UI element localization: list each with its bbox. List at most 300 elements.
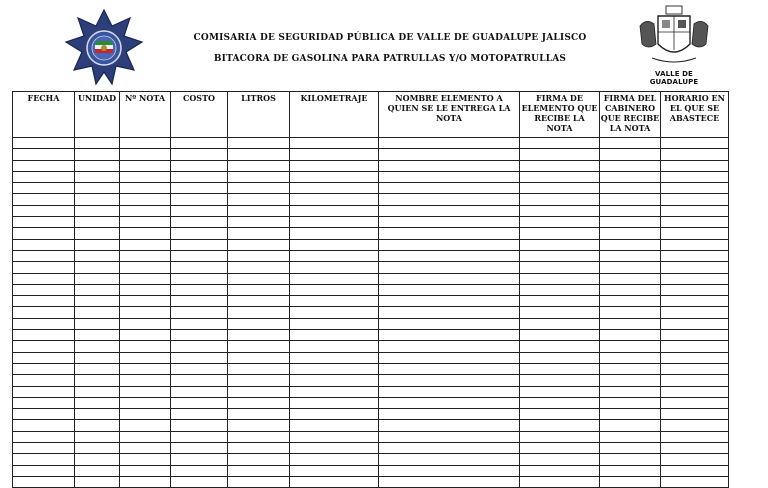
table-cell[interactable]	[171, 262, 228, 273]
table-cell[interactable]	[75, 250, 120, 261]
table-cell[interactable]	[290, 397, 379, 408]
table-cell[interactable]	[120, 183, 171, 194]
table-cell[interactable]	[13, 228, 75, 239]
table-cell[interactable]	[379, 217, 520, 228]
table-cell[interactable]	[600, 397, 661, 408]
table-cell[interactable]	[228, 318, 290, 329]
table-cell[interactable]	[120, 284, 171, 295]
table-cell[interactable]	[600, 273, 661, 284]
table-cell[interactable]	[171, 386, 228, 397]
table-cell[interactable]	[290, 420, 379, 431]
table-cell[interactable]	[661, 465, 729, 476]
table-cell[interactable]	[228, 273, 290, 284]
table-cell[interactable]	[520, 454, 600, 465]
table-cell[interactable]	[290, 296, 379, 307]
table-cell[interactable]	[228, 228, 290, 239]
table-cell[interactable]	[75, 228, 120, 239]
table-cell[interactable]	[520, 228, 600, 239]
table-cell[interactable]	[120, 138, 171, 149]
table-cell[interactable]	[75, 341, 120, 352]
table-cell[interactable]	[75, 330, 120, 341]
table-cell[interactable]	[600, 465, 661, 476]
table-cell[interactable]	[171, 183, 228, 194]
table-cell[interactable]	[120, 149, 171, 160]
table-cell[interactable]	[379, 239, 520, 250]
table-cell[interactable]	[290, 239, 379, 250]
table-cell[interactable]	[379, 476, 520, 487]
table-cell[interactable]	[661, 296, 729, 307]
table-cell[interactable]	[13, 160, 75, 171]
table-cell[interactable]	[228, 341, 290, 352]
table-cell[interactable]	[171, 239, 228, 250]
table-cell[interactable]	[600, 352, 661, 363]
table-cell[interactable]	[600, 409, 661, 420]
table-cell[interactable]	[379, 149, 520, 160]
table-cell[interactable]	[171, 375, 228, 386]
table-cell[interactable]	[661, 307, 729, 318]
table-cell[interactable]	[661, 183, 729, 194]
table-cell[interactable]	[379, 363, 520, 374]
table-cell[interactable]	[379, 171, 520, 182]
table-cell[interactable]	[600, 420, 661, 431]
table-cell[interactable]	[661, 205, 729, 216]
table-cell[interactable]	[520, 262, 600, 273]
table-cell[interactable]	[13, 375, 75, 386]
table-cell[interactable]	[120, 205, 171, 216]
table-cell[interactable]	[75, 454, 120, 465]
table-cell[interactable]	[520, 409, 600, 420]
table-cell[interactable]	[520, 420, 600, 431]
table-cell[interactable]	[75, 318, 120, 329]
table-cell[interactable]	[228, 352, 290, 363]
table-cell[interactable]	[600, 149, 661, 160]
table-cell[interactable]	[171, 318, 228, 329]
table-cell[interactable]	[379, 318, 520, 329]
table-cell[interactable]	[228, 217, 290, 228]
table-cell[interactable]	[228, 330, 290, 341]
table-cell[interactable]	[600, 194, 661, 205]
table-cell[interactable]	[520, 171, 600, 182]
table-cell[interactable]	[600, 250, 661, 261]
table-cell[interactable]	[290, 375, 379, 386]
table-cell[interactable]	[600, 431, 661, 442]
table-cell[interactable]	[13, 138, 75, 149]
table-cell[interactable]	[13, 454, 75, 465]
table-cell[interactable]	[228, 454, 290, 465]
table-cell[interactable]	[520, 250, 600, 261]
table-cell[interactable]	[13, 149, 75, 160]
table-cell[interactable]	[75, 239, 120, 250]
table-cell[interactable]	[75, 307, 120, 318]
table-cell[interactable]	[661, 397, 729, 408]
table-cell[interactable]	[600, 160, 661, 171]
table-cell[interactable]	[520, 194, 600, 205]
table-cell[interactable]	[228, 160, 290, 171]
table-cell[interactable]	[171, 409, 228, 420]
table-cell[interactable]	[290, 171, 379, 182]
table-cell[interactable]	[520, 183, 600, 194]
table-cell[interactable]	[75, 194, 120, 205]
table-cell[interactable]	[661, 262, 729, 273]
table-cell[interactable]	[290, 217, 379, 228]
table-cell[interactable]	[600, 386, 661, 397]
table-cell[interactable]	[600, 183, 661, 194]
table-cell[interactable]	[171, 397, 228, 408]
table-cell[interactable]	[13, 409, 75, 420]
table-cell[interactable]	[75, 149, 120, 160]
table-cell[interactable]	[290, 250, 379, 261]
table-cell[interactable]	[661, 420, 729, 431]
table-cell[interactable]	[600, 262, 661, 273]
table-cell[interactable]	[379, 431, 520, 442]
table-cell[interactable]	[13, 352, 75, 363]
table-cell[interactable]	[661, 160, 729, 171]
table-cell[interactable]	[171, 420, 228, 431]
table-cell[interactable]	[171, 250, 228, 261]
table-cell[interactable]	[228, 307, 290, 318]
table-cell[interactable]	[75, 465, 120, 476]
table-cell[interactable]	[520, 149, 600, 160]
table-cell[interactable]	[661, 409, 729, 420]
table-cell[interactable]	[379, 352, 520, 363]
table-cell[interactable]	[290, 409, 379, 420]
table-cell[interactable]	[379, 465, 520, 476]
table-cell[interactable]	[520, 318, 600, 329]
table-cell[interactable]	[171, 454, 228, 465]
table-cell[interactable]	[13, 183, 75, 194]
table-cell[interactable]	[171, 307, 228, 318]
table-cell[interactable]	[120, 409, 171, 420]
table-cell[interactable]	[13, 443, 75, 454]
table-cell[interactable]	[228, 205, 290, 216]
table-cell[interactable]	[520, 341, 600, 352]
table-cell[interactable]	[13, 284, 75, 295]
table-cell[interactable]	[600, 228, 661, 239]
table-cell[interactable]	[290, 386, 379, 397]
table-cell[interactable]	[228, 194, 290, 205]
table-cell[interactable]	[171, 352, 228, 363]
table-cell[interactable]	[171, 296, 228, 307]
table-cell[interactable]	[75, 160, 120, 171]
table-cell[interactable]	[600, 239, 661, 250]
table-cell[interactable]	[228, 409, 290, 420]
table-cell[interactable]	[520, 397, 600, 408]
table-cell[interactable]	[379, 420, 520, 431]
table-cell[interactable]	[228, 443, 290, 454]
table-cell[interactable]	[661, 330, 729, 341]
table-cell[interactable]	[379, 330, 520, 341]
table-cell[interactable]	[379, 273, 520, 284]
table-cell[interactable]	[120, 386, 171, 397]
table-cell[interactable]	[520, 431, 600, 442]
table-cell[interactable]	[661, 363, 729, 374]
table-cell[interactable]	[171, 465, 228, 476]
table-cell[interactable]	[75, 183, 120, 194]
table-cell[interactable]	[120, 454, 171, 465]
table-cell[interactable]	[520, 375, 600, 386]
table-cell[interactable]	[75, 262, 120, 273]
table-cell[interactable]	[13, 386, 75, 397]
table-cell[interactable]	[290, 160, 379, 171]
table-cell[interactable]	[228, 138, 290, 149]
table-cell[interactable]	[379, 250, 520, 261]
table-cell[interactable]	[290, 318, 379, 329]
table-cell[interactable]	[228, 171, 290, 182]
table-cell[interactable]	[120, 375, 171, 386]
table-cell[interactable]	[228, 183, 290, 194]
table-cell[interactable]	[228, 363, 290, 374]
table-cell[interactable]	[13, 476, 75, 487]
table-cell[interactable]	[13, 330, 75, 341]
table-cell[interactable]	[120, 397, 171, 408]
table-cell[interactable]	[600, 330, 661, 341]
table-cell[interactable]	[520, 284, 600, 295]
table-cell[interactable]	[13, 262, 75, 273]
table-cell[interactable]	[13, 318, 75, 329]
table-cell[interactable]	[520, 273, 600, 284]
table-cell[interactable]	[171, 330, 228, 341]
table-cell[interactable]	[120, 363, 171, 374]
table-cell[interactable]	[13, 363, 75, 374]
table-cell[interactable]	[600, 171, 661, 182]
table-cell[interactable]	[290, 194, 379, 205]
table-cell[interactable]	[379, 375, 520, 386]
table-cell[interactable]	[228, 465, 290, 476]
table-cell[interactable]	[120, 194, 171, 205]
table-cell[interactable]	[661, 194, 729, 205]
table-cell[interactable]	[520, 138, 600, 149]
table-cell[interactable]	[661, 318, 729, 329]
table-cell[interactable]	[13, 205, 75, 216]
table-cell[interactable]	[661, 250, 729, 261]
table-cell[interactable]	[75, 431, 120, 442]
table-cell[interactable]	[661, 273, 729, 284]
table-cell[interactable]	[600, 138, 661, 149]
table-cell[interactable]	[75, 409, 120, 420]
table-cell[interactable]	[120, 228, 171, 239]
table-cell[interactable]	[13, 171, 75, 182]
table-cell[interactable]	[75, 171, 120, 182]
table-cell[interactable]	[120, 273, 171, 284]
table-cell[interactable]	[13, 341, 75, 352]
table-cell[interactable]	[290, 341, 379, 352]
table-cell[interactable]	[379, 397, 520, 408]
table-cell[interactable]	[120, 239, 171, 250]
table-cell[interactable]	[120, 307, 171, 318]
table-cell[interactable]	[75, 443, 120, 454]
table-cell[interactable]	[171, 217, 228, 228]
table-cell[interactable]	[661, 454, 729, 465]
table-cell[interactable]	[520, 160, 600, 171]
table-cell[interactable]	[520, 443, 600, 454]
table-cell[interactable]	[520, 465, 600, 476]
table-cell[interactable]	[661, 341, 729, 352]
table-cell[interactable]	[600, 318, 661, 329]
table-cell[interactable]	[520, 205, 600, 216]
table-cell[interactable]	[120, 465, 171, 476]
table-cell[interactable]	[290, 307, 379, 318]
table-cell[interactable]	[120, 318, 171, 329]
table-cell[interactable]	[520, 363, 600, 374]
table-cell[interactable]	[171, 476, 228, 487]
table-cell[interactable]	[379, 341, 520, 352]
table-cell[interactable]	[120, 160, 171, 171]
table-cell[interactable]	[75, 386, 120, 397]
table-cell[interactable]	[379, 284, 520, 295]
table-cell[interactable]	[13, 465, 75, 476]
table-cell[interactable]	[228, 250, 290, 261]
table-cell[interactable]	[290, 284, 379, 295]
table-cell[interactable]	[171, 194, 228, 205]
table-cell[interactable]	[75, 296, 120, 307]
table-cell[interactable]	[290, 183, 379, 194]
table-cell[interactable]	[228, 375, 290, 386]
table-cell[interactable]	[13, 420, 75, 431]
table-cell[interactable]	[661, 171, 729, 182]
table-cell[interactable]	[75, 352, 120, 363]
table-cell[interactable]	[520, 352, 600, 363]
table-cell[interactable]	[379, 262, 520, 273]
table-cell[interactable]	[379, 454, 520, 465]
table-cell[interactable]	[171, 171, 228, 182]
table-cell[interactable]	[290, 205, 379, 216]
table-cell[interactable]	[290, 443, 379, 454]
table-cell[interactable]	[379, 228, 520, 239]
table-cell[interactable]	[75, 476, 120, 487]
table-cell[interactable]	[120, 296, 171, 307]
table-cell[interactable]	[600, 363, 661, 374]
table-cell[interactable]	[661, 217, 729, 228]
table-cell[interactable]	[171, 228, 228, 239]
table-cell[interactable]	[171, 160, 228, 171]
table-cell[interactable]	[661, 352, 729, 363]
table-cell[interactable]	[600, 307, 661, 318]
table-cell[interactable]	[600, 454, 661, 465]
table-cell[interactable]	[75, 375, 120, 386]
table-cell[interactable]	[600, 341, 661, 352]
table-cell[interactable]	[290, 330, 379, 341]
table-cell[interactable]	[120, 420, 171, 431]
table-cell[interactable]	[75, 273, 120, 284]
table-cell[interactable]	[661, 443, 729, 454]
table-cell[interactable]	[661, 228, 729, 239]
table-cell[interactable]	[290, 431, 379, 442]
table-cell[interactable]	[171, 138, 228, 149]
table-cell[interactable]	[600, 217, 661, 228]
table-cell[interactable]	[661, 375, 729, 386]
table-cell[interactable]	[600, 284, 661, 295]
table-cell[interactable]	[120, 262, 171, 273]
table-cell[interactable]	[379, 386, 520, 397]
table-cell[interactable]	[520, 386, 600, 397]
table-cell[interactable]	[13, 217, 75, 228]
table-cell[interactable]	[290, 476, 379, 487]
table-cell[interactable]	[228, 476, 290, 487]
table-cell[interactable]	[75, 138, 120, 149]
table-cell[interactable]	[520, 307, 600, 318]
table-cell[interactable]	[75, 217, 120, 228]
table-cell[interactable]	[661, 239, 729, 250]
table-cell[interactable]	[661, 431, 729, 442]
table-cell[interactable]	[379, 138, 520, 149]
table-cell[interactable]	[13, 250, 75, 261]
table-cell[interactable]	[120, 250, 171, 261]
table-cell[interactable]	[171, 205, 228, 216]
table-cell[interactable]	[171, 341, 228, 352]
table-cell[interactable]	[600, 205, 661, 216]
table-cell[interactable]	[120, 476, 171, 487]
table-cell[interactable]	[13, 296, 75, 307]
table-cell[interactable]	[228, 420, 290, 431]
table-cell[interactable]	[228, 386, 290, 397]
table-cell[interactable]	[600, 375, 661, 386]
table-cell[interactable]	[379, 205, 520, 216]
table-cell[interactable]	[13, 431, 75, 442]
table-cell[interactable]	[171, 363, 228, 374]
table-cell[interactable]	[290, 149, 379, 160]
table-cell[interactable]	[520, 217, 600, 228]
table-cell[interactable]	[290, 273, 379, 284]
table-cell[interactable]	[13, 273, 75, 284]
table-cell[interactable]	[290, 228, 379, 239]
table-cell[interactable]	[520, 476, 600, 487]
table-cell[interactable]	[13, 307, 75, 318]
table-cell[interactable]	[228, 149, 290, 160]
table-cell[interactable]	[290, 454, 379, 465]
table-cell[interactable]	[379, 194, 520, 205]
table-cell[interactable]	[228, 284, 290, 295]
table-cell[interactable]	[75, 205, 120, 216]
table-cell[interactable]	[228, 431, 290, 442]
table-cell[interactable]	[171, 443, 228, 454]
table-cell[interactable]	[120, 431, 171, 442]
table-cell[interactable]	[290, 363, 379, 374]
table-cell[interactable]	[379, 296, 520, 307]
table-cell[interactable]	[75, 397, 120, 408]
table-cell[interactable]	[13, 239, 75, 250]
table-cell[interactable]	[379, 160, 520, 171]
table-cell[interactable]	[75, 284, 120, 295]
table-cell[interactable]	[120, 217, 171, 228]
table-cell[interactable]	[228, 296, 290, 307]
table-cell[interactable]	[600, 443, 661, 454]
table-cell[interactable]	[171, 284, 228, 295]
table-cell[interactable]	[171, 273, 228, 284]
table-cell[interactable]	[600, 476, 661, 487]
table-cell[interactable]	[379, 183, 520, 194]
table-cell[interactable]	[75, 420, 120, 431]
table-cell[interactable]	[13, 194, 75, 205]
table-cell[interactable]	[290, 138, 379, 149]
table-cell[interactable]	[379, 443, 520, 454]
table-cell[interactable]	[520, 239, 600, 250]
table-cell[interactable]	[661, 138, 729, 149]
table-cell[interactable]	[228, 397, 290, 408]
table-cell[interactable]	[228, 239, 290, 250]
table-cell[interactable]	[228, 262, 290, 273]
table-cell[interactable]	[120, 330, 171, 341]
table-cell[interactable]	[661, 386, 729, 397]
table-cell[interactable]	[171, 149, 228, 160]
table-cell[interactable]	[661, 284, 729, 295]
table-cell[interactable]	[520, 330, 600, 341]
table-cell[interactable]	[290, 262, 379, 273]
table-cell[interactable]	[290, 352, 379, 363]
table-cell[interactable]	[290, 465, 379, 476]
table-cell[interactable]	[120, 341, 171, 352]
table-cell[interactable]	[379, 409, 520, 420]
table-cell[interactable]	[661, 149, 729, 160]
